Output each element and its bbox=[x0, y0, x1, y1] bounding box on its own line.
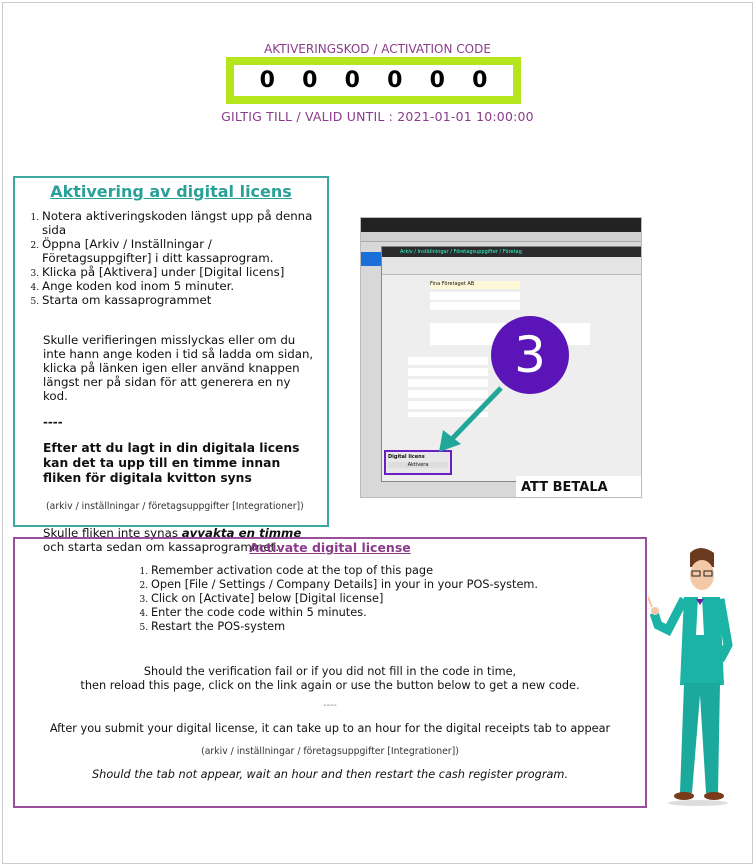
total-label: ATT BETALA bbox=[516, 476, 642, 498]
list-item: 4. Enter the code code within 5 minutes. bbox=[151, 606, 639, 620]
list-item: 3. Klicka på [Aktivera] under [Digital licens] bbox=[42, 265, 319, 279]
english-title: Activate digital license bbox=[249, 540, 411, 555]
code-digit: 0 bbox=[472, 68, 488, 93]
delay-text: Efter att du lagt in din digitala licens kan det ta upp till en timme innan fliken för digitala kvitton syns bbox=[43, 441, 300, 485]
settings-path: (arkiv / inställningar / företagsuppgifter [Integrationer]) bbox=[46, 501, 304, 512]
swedish-instructions bbox=[13, 176, 329, 554]
wait-text-post: och starta sedan om kassaprogrammet. bbox=[43, 540, 280, 554]
fail-text-line1: Should the verification fail or if you did not fill in the code in time, bbox=[143, 665, 517, 678]
step-three-badge: 3 bbox=[491, 316, 569, 394]
activation-code-label: AKTIVERINGSKOD / ACTIVATION CODE bbox=[264, 42, 491, 56]
swedish-title: Aktivering av digital licens bbox=[50, 182, 292, 201]
list-item: 5. Starta om kassaprogrammet bbox=[42, 293, 319, 307]
company-field: Fina Företaget AB bbox=[430, 281, 520, 289]
activate-button-image: Aktivera bbox=[388, 462, 448, 468]
code-digit: 0 bbox=[259, 68, 275, 93]
list-item: 1. Remember activation code at the top of this page bbox=[151, 564, 639, 578]
separator: ---- bbox=[43, 415, 63, 429]
pos-screenshot-image bbox=[360, 217, 642, 498]
code-digit: 0 bbox=[344, 68, 360, 93]
digital-license-section: Digital licens Aktivera bbox=[384, 450, 452, 475]
presenter-character-illustration bbox=[648, 545, 748, 807]
list-item: 3. Click on [Activate] below [Digital license] bbox=[151, 592, 639, 606]
window-title: Arkiv / Inställningar / Företagsuppgifter / Företag bbox=[382, 247, 642, 257]
code-digit: 0 bbox=[429, 68, 445, 93]
activation-code-box bbox=[226, 57, 521, 104]
list-item: 4. Ange koden kod inom 5 minuter. bbox=[42, 279, 319, 293]
fail-text-line2: then reload this page, click on the link again or use the button below to get a new code. bbox=[80, 679, 580, 692]
wait-text-emphasis: avvakta en timme bbox=[181, 526, 302, 540]
valid-until: GILTIG TILL / VALID UNTIL : 2021-01-01 10:00:00 bbox=[221, 109, 534, 124]
code-digit: 0 bbox=[302, 68, 318, 93]
list-item: 5. Restart the POS-system bbox=[151, 620, 639, 634]
fail-text: Skulle verifieringen misslyckas eller om du inte hann ange koden i tid så ladda om sidan, klicka på länken igen eller använd knappen längst ner på sidan för att generera en ny kod. bbox=[43, 333, 314, 403]
list-item: 1. Notera aktiveringskoden längst upp på denna sida bbox=[42, 209, 319, 237]
arrow-icon bbox=[361, 218, 642, 498]
settings-path: (arkiv / inställningar / företagsuppgifter [Integrationer]) bbox=[201, 746, 459, 757]
swedish-steps bbox=[42, 209, 319, 307]
code-digit: 0 bbox=[387, 68, 403, 93]
wait-text: Should the tab not appear, wait an hour and then restart the cash register program. bbox=[91, 768, 569, 781]
wait-text-pre: Skulle fliken inte synas bbox=[43, 526, 182, 540]
separator: ---- bbox=[323, 700, 337, 711]
english-steps bbox=[151, 564, 639, 634]
english-instructions bbox=[13, 537, 647, 808]
delay-text: After you submit your digital license, it can take up to an hour for the digital receipts tab to appear bbox=[49, 722, 611, 735]
list-item: 2. Öppna [Arkiv / Inställningar / Företagsuppgifter] i ditt kassaprogram. bbox=[42, 237, 319, 265]
list-item: 2. Open [File / Settings / Company Details] in your in your POS-system. bbox=[151, 578, 639, 592]
